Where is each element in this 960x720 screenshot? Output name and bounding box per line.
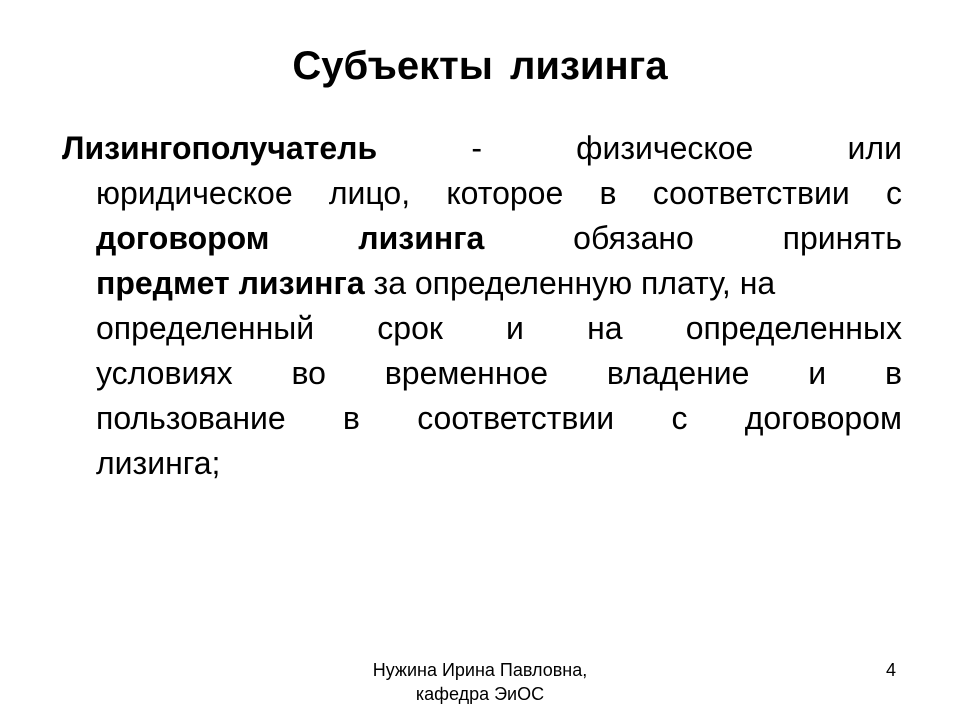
word: определенный — [96, 310, 315, 346]
word: с — [885, 175, 902, 211]
text-line-4 — [96, 261, 902, 306]
word: и — [808, 355, 827, 391]
text-line-3 — [96, 216, 902, 261]
word: и — [506, 310, 524, 346]
word: которое — [446, 175, 564, 211]
word: соответствии — [417, 400, 615, 436]
word: временное — [384, 355, 549, 391]
text-line-6 — [96, 351, 902, 396]
word: в — [342, 400, 360, 436]
word: пользование — [96, 400, 286, 436]
text-line-5 — [96, 306, 902, 351]
word: с — [671, 400, 688, 436]
word: юридическое — [96, 175, 293, 211]
word: срок — [377, 310, 443, 346]
text-run: за определенную плату, на — [364, 265, 776, 301]
dash: - — [471, 130, 482, 166]
word: владение — [606, 355, 750, 391]
word: соответствии — [652, 175, 850, 211]
term-lessee: Лизингополучатель — [62, 130, 378, 166]
word: лицо, — [328, 175, 411, 211]
definition-paragraph — [62, 126, 902, 486]
slide-title: Субъекты лизинга — [292, 44, 668, 88]
word: принять — [782, 220, 902, 256]
footer-author — [280, 658, 680, 706]
term-leasing-subject: предмет лизинга — [96, 265, 365, 301]
word: лизинга; — [96, 445, 221, 481]
department: кафедра ЭиОС — [415, 684, 545, 704]
word: физическое — [576, 130, 754, 166]
word: определенных — [685, 310, 902, 346]
author-name: Нужина Ирина Павловна, — [372, 660, 588, 680]
word: в — [885, 355, 902, 391]
text-line-8 — [96, 441, 902, 486]
text-line-2 — [96, 171, 902, 216]
word: или — [847, 130, 902, 166]
word: во — [291, 355, 326, 391]
word: в — [599, 175, 617, 211]
word: условиях — [96, 355, 233, 391]
word: обязано — [573, 220, 694, 256]
term-leasing: лизинга — [358, 220, 485, 256]
word: договором — [744, 400, 902, 436]
word: на — [587, 310, 623, 346]
term-contract: договором — [96, 220, 270, 256]
text-line-7 — [96, 396, 902, 441]
page-number: 4 — [886, 660, 897, 680]
text-line-1 — [62, 126, 902, 171]
